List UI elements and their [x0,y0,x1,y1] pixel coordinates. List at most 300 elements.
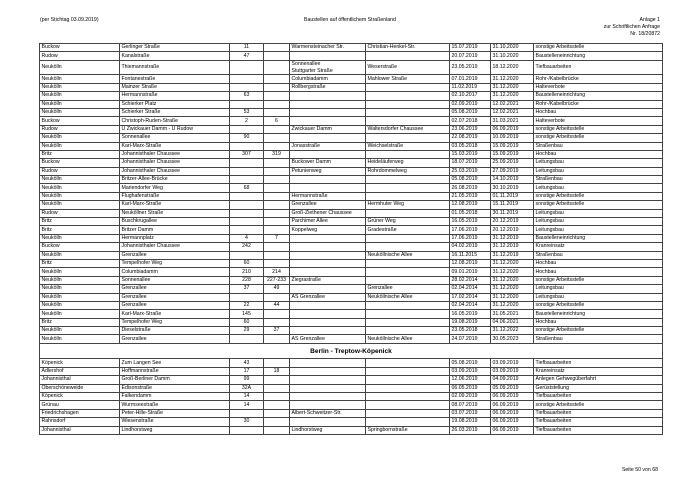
house-to-cell [264,218,290,226]
start-date-cell: 18.07.2019 [450,159,491,167]
to-street-cell: Christian-Henkel-Str. [366,44,450,52]
to-street-cell: Springbornstraße [366,426,450,434]
from-street-cell: Groß-Ziethener Chaussee [290,209,366,217]
from-street-cell [290,367,366,375]
to-street-cell [366,327,450,335]
district-cell: Rudow [40,52,120,60]
district-cell: Neukölln [40,293,120,301]
street-cell: Neuköllner Straße [120,209,230,217]
house-from-cell [230,293,264,301]
street-cell: Buschkrugallee [120,218,230,226]
district-cell: Neukölln [40,184,120,192]
house-from-cell: 60 [230,318,264,326]
district-cell: Neukölln [40,75,120,83]
house-from-cell: 11 [230,44,264,52]
end-date-cell: 31.12.2020 [491,259,534,267]
to-street-cell: Grenzallee [366,285,450,293]
house-to-cell [264,293,290,301]
house-to-cell: 6 [264,117,290,125]
attachment-line: Anlage 1 [639,17,660,23]
start-date-cell: 28.02.2014 [450,276,491,284]
attachment-line: Nr. 18/20872 [630,31,660,37]
start-date-cell: 12.08.2019 [450,201,491,209]
house-from-cell [230,226,264,234]
from-street-cell [290,243,366,251]
table-row [40,159,663,167]
district-cell: Buckow [40,243,120,251]
house-from-cell: 14 [230,392,264,400]
house-from-cell: 37 [230,285,264,293]
table-row [40,367,663,375]
district-cell: Neukölln [40,285,120,293]
end-date-cell: 25.09.2019 [491,159,534,167]
work-type-cell: sonstige Arbeitsstelle [534,125,663,133]
from-street-cell: Albert-Schweitzer-Str. [290,409,366,417]
house-to-cell [264,92,290,100]
table-row [40,376,663,384]
house-from-cell [230,100,264,108]
table-row [40,409,663,417]
to-street-cell [366,83,450,91]
district-cell: Oberschöneweide [40,384,120,392]
house-from-cell: 30 [230,418,264,426]
start-date-cell: 26.08.2019 [450,184,491,192]
street-cell: Fontanestraße [120,75,230,83]
start-date-cell: 25.03.2019 [450,167,491,175]
work-type-cell: Leitungsbau [534,159,663,167]
street-cell: U Zwickauer Damm - U Rudow [120,125,230,133]
start-date-cell: 19.08.2019 [450,418,491,426]
from-street-cell [290,100,366,108]
table-row [40,108,663,116]
district-cell: Buckow [40,117,120,125]
street-cell: Edisonstraße [120,384,230,392]
table-row [40,60,663,75]
from-street-cell [290,234,366,242]
to-street-cell [366,359,450,367]
from-street-cell: Hermannstraße [290,192,366,200]
house-from-cell [230,209,264,217]
to-street-cell [366,192,450,200]
house-to-cell [264,142,290,150]
work-type-cell: Leitungsbau [534,218,663,226]
table-row [40,201,663,209]
end-date-cell: 31.05.2021 [491,310,534,318]
house-from-cell: 90 [230,134,264,142]
to-street-cell [366,418,450,426]
end-date-cell: 03.09.2019 [491,359,534,367]
work-type-cell: Tiefbauarbeiten [534,60,663,75]
from-street-cell: Zwickauer Damm [290,125,366,133]
start-date-cell: 02.10.2017 [450,92,491,100]
street-cell: Wurmseestraße [120,401,230,409]
house-to-cell [264,418,290,426]
start-date-cell: 03.05.2018 [450,142,491,150]
street-cell: Sonnenallee [120,134,230,142]
work-type-cell: Tiefbauarbeiten [534,359,663,367]
district-cell: Köpenick [40,359,120,367]
table-row [40,327,663,335]
district-cell: Neukölln [40,176,120,184]
house-to-cell [264,159,290,167]
work-type-cell: Kranreinsatz [534,367,663,375]
work-type-cell: Leitungsbau [534,293,663,301]
house-from-cell [230,251,264,259]
from-street-cell: AS Grenzallee [290,293,366,301]
table-row [40,218,663,226]
table-row [40,117,663,125]
district-cell: Britz [40,150,120,158]
street-cell: Grenzallee [120,301,230,309]
street-cell: Falkendamm [120,392,230,400]
house-to-cell [264,209,290,217]
work-type-cell: Leitungsbau [534,285,663,293]
start-date-cell: 04.02.2019 [450,243,491,251]
start-date-cell: 12.06.2019 [450,376,491,384]
start-date-cell: 16.05.2019 [450,310,491,318]
district-cell: Britz [40,318,120,326]
house-to-cell [264,376,290,384]
house-from-cell: 60 [230,259,264,267]
table-row [40,52,663,60]
house-to-cell [264,100,290,108]
start-date-cell: 05.08.2019 [450,108,491,116]
attachment-reference [604,17,660,38]
house-from-cell [230,60,264,75]
from-street-cell: Buckower Damm [290,159,366,167]
street-cell: Schierker Platz [120,100,230,108]
work-type-cell: Baustelleneinrichtung [534,92,663,100]
house-to-cell [264,125,290,133]
construction-sites-table [39,43,663,435]
end-date-cell: 06.09.2019 [491,409,534,417]
to-street-cell [366,176,450,184]
street-cell: Peter-Hille-Straße [120,409,230,417]
from-street-cell: Rollbergstraße [290,83,366,91]
street-cell: Zum Langen See [120,359,230,367]
table-row [40,184,663,192]
start-date-cell: 19.08.2019 [450,318,491,326]
table-row [40,310,663,318]
house-from-cell: 29 [230,327,264,335]
section-header-row [40,343,663,359]
end-date-cell: 31.10.2020 [491,52,534,60]
house-to-cell [264,52,290,60]
end-date-cell: 14.10.2019 [491,176,534,184]
district-cell: Neukölln [40,251,120,259]
street-cell: Britzer Damm [120,226,230,234]
end-date-cell: 31.12.2022 [491,327,534,335]
to-street-cell [366,401,450,409]
start-date-cell: 02.07.2018 [450,117,491,125]
start-date-cell: 02.09.2019 [450,392,491,400]
cell-line: Sonnenallee [291,60,321,67]
document-title: Baustellen auf öffentlichem Straßenland [304,17,396,23]
street-cell: Grenzallee [120,293,230,301]
to-street-cell [366,209,450,217]
from-street-cell: Warmensteinacher Str. [290,44,366,52]
from-street-cell [290,60,366,75]
start-date-cell: 17.02.2014 [450,293,491,301]
from-street-cell: Koppelweg [290,226,366,234]
work-type-cell: Hochbau [534,268,663,276]
to-street-cell [366,184,450,192]
district-cell: Rahnsdorf [40,418,120,426]
house-to-cell [264,335,290,343]
work-type-cell: sonstige Arbeitsstelle [534,301,663,309]
to-street-cell [366,234,450,242]
house-from-cell: 228 [230,276,264,284]
table-row [40,75,663,83]
from-street-cell [290,176,366,184]
report-date-note: (per Stichtag 03.09.2019) [40,17,99,23]
work-type-cell: Halteverbote [534,117,663,125]
from-street-cell [290,184,366,192]
work-type-cell: Straßenbau [534,176,663,184]
house-to-cell: 214 [264,268,290,276]
end-date-cell: 31.12.2020 [491,75,534,83]
end-date-cell: 10.09.2019 [491,134,534,142]
house-to-cell: 7 [264,234,290,242]
house-from-cell [230,409,264,417]
to-street-cell [366,92,450,100]
house-to-cell: 37 [264,327,290,335]
end-date-cell: 20.12.2019 [491,218,534,226]
work-type-cell: Hochbau [534,108,663,116]
street-cell: Flughafenstraße [120,192,230,200]
from-street-cell: Petunienweg [290,167,366,175]
to-street-cell: Weichselstraße [366,142,450,150]
start-date-cell: 06.05.2019 [450,384,491,392]
end-date-cell: 30.05.2023 [491,335,534,343]
street-cell: Johannisthaler Chaussee [120,243,230,251]
end-date-cell: 06.09.2019 [491,392,534,400]
end-date-cell: 31.12.2020 [491,83,534,91]
from-street-cell [290,392,366,400]
attachment-line: zur Schriftlichen Anfrage [603,24,660,30]
to-street-cell [366,134,450,142]
house-to-cell [264,359,290,367]
to-street-cell [366,367,450,375]
from-street-cell [290,52,366,60]
house-from-cell: 99 [230,376,264,384]
work-type-cell: sonstige Arbeitsstelle [534,276,663,284]
table-row [40,276,663,284]
district-cell: Neukölln [40,92,120,100]
work-type-cell: sonstige Arbeitsstelle [534,401,663,409]
to-street-cell [366,301,450,309]
street-cell: Wiesenstraße [120,418,230,426]
start-date-cell: 16.11.2015 [450,251,491,259]
to-street-cell [366,268,450,276]
start-date-cell: 15.03.2019 [450,150,491,158]
from-street-cell: AS Grenzallee [290,335,366,343]
house-from-cell [230,192,264,200]
street-cell: Johannisthaler Chaussee [120,167,230,175]
work-type-cell: Baustelleneinrichtung [534,234,663,242]
house-to-cell [264,201,290,209]
from-street-cell [290,327,366,335]
to-street-cell [366,318,450,326]
table-row [40,209,663,217]
house-to-cell [264,318,290,326]
end-date-cell: 06.09.2019 [491,426,534,434]
end-date-cell: 31.12.2020 [491,293,534,301]
table-row [40,401,663,409]
end-date-cell: 31.12.2020 [491,301,534,309]
street-cell: Hoffmannstraße [120,367,230,375]
house-from-cell: 210 [230,268,264,276]
from-street-cell [290,268,366,276]
house-to-cell [264,409,290,417]
house-from-cell [230,75,264,83]
house-to-cell [264,384,290,392]
start-date-cell: 02.04.2014 [450,285,491,293]
street-cell: Columbiadamm [120,268,230,276]
start-date-cell: 02.04.2014 [450,301,491,309]
work-type-cell: Leitungsbau [534,167,663,175]
to-street-cell [366,276,450,284]
house-to-cell [264,184,290,192]
street-cell: Dieselstraße [120,327,230,335]
start-date-cell: 17.06.2019 [450,226,491,234]
street-cell: Karl-Marx-Straße [120,310,230,318]
table-row [40,176,663,184]
district-cell: Britz [40,218,120,226]
district-cell: Britz [40,226,120,234]
to-street-cell: Neuköllnische Allee [366,293,450,301]
street-cell: Karl-Marx-Straße [120,142,230,150]
end-date-cell: 31.12.2020 [491,276,534,284]
from-street-cell: Ziegrastraße [290,276,366,284]
district-cell: Neukölln [40,310,120,318]
start-date-cell: 01.05.2018 [450,209,491,217]
start-date-cell: 07.01.2019 [450,75,491,83]
from-street-cell: Lindhorstweg [290,426,366,434]
to-street-cell [366,310,450,318]
house-to-cell [264,75,290,83]
house-from-cell: 43 [230,359,264,367]
district-cell: Neukölln [40,60,120,75]
street-cell: Sonnenallee [120,276,230,284]
house-to-cell [264,310,290,318]
house-from-cell: 14 [230,401,264,409]
district-cell: Neukölln [40,83,120,91]
to-street-cell: Heideläuferweg [366,159,450,167]
table-row [40,44,663,52]
start-date-cell: 05.08.2019 [450,176,491,184]
house-to-cell: 49 [264,285,290,293]
from-street-cell: Columbiadamm [290,75,366,83]
street-cell: Johannisthaler Chaussee [120,150,230,158]
house-from-cell: 242 [230,243,264,251]
work-type-cell: Straßenbau [534,251,663,259]
from-street-cell [290,401,366,409]
from-street-cell [290,310,366,318]
from-street-cell: Parchimer Allee [290,218,366,226]
to-street-cell [366,384,450,392]
street-cell: Britzer-Allee-Brücke [120,176,230,184]
end-date-cell: 01.11.2019 [491,192,534,200]
table-row [40,259,663,267]
start-date-cell: 22.08.2019 [450,134,491,142]
work-type-cell: Hochbau [534,259,663,267]
house-from-cell: 2 [230,117,264,125]
end-date-cell: 15.11.2019 [491,201,534,209]
table-row [40,192,663,200]
street-cell: Grenzallee [120,285,230,293]
start-date-cell: 12.08.2019 [450,259,491,267]
end-date-cell: 06.09.2019 [491,401,534,409]
from-street-cell [290,359,366,367]
work-type-cell: sonstige Arbeitsstelle [534,201,663,209]
to-street-cell: Mahlower Straße [366,75,450,83]
table-row [40,251,663,259]
work-type-cell: Tiefbauarbeiten [534,426,663,434]
street-cell: Lindhorstweg [120,426,230,434]
house-to-cell [264,392,290,400]
house-to-cell [264,259,290,267]
district-cell: Neukölln [40,100,120,108]
district-cell: Friedrichshagen [40,409,120,417]
table-row [40,142,663,150]
end-date-cell: 12.02.2021 [491,108,534,116]
to-street-cell [366,117,450,125]
house-from-cell: 145 [230,310,264,318]
district-cell: Buckow [40,44,120,52]
work-type-cell: Kranreinsatz [534,243,663,251]
from-street-cell [290,285,366,293]
end-date-cell: 31.12.2019 [491,251,534,259]
house-from-cell: 4 [230,234,264,242]
table-row [40,392,663,400]
table-row [40,293,663,301]
work-type-cell: Anlegen Gehwegüberfahrt [534,376,663,384]
street-cell: Gerlinger Straße [120,44,230,52]
section-title: Berlin - Treptow-Köpenick [40,343,663,359]
district-cell: Neukölln [40,268,120,276]
work-type-cell: sonstige Arbeitsstelle [534,44,663,52]
street-cell: Hermannstraße [120,92,230,100]
street-cell: Grenzallee [120,251,230,259]
start-date-cell: 05.08.2019 [450,359,491,367]
end-date-cell: 31.03.2021 [491,117,534,125]
house-from-cell [230,159,264,167]
house-from-cell [230,142,264,150]
start-date-cell: 09.01.2019 [450,268,491,276]
end-date-cell: 06.09.2019 [491,125,534,133]
cell-line: Stuttgarter Straße [291,67,333,74]
end-date-cell: 12.02.2021 [491,100,534,108]
end-date-cell: 27.09.2019 [491,167,534,175]
to-street-cell: Neuköllnische Allee [366,251,450,259]
start-date-cell: 20.07.2019 [450,52,491,60]
work-type-cell: Tiefbauarbeiten [534,392,663,400]
end-date-cell: 30.11.2019 [491,209,534,217]
work-type-cell: Hochbau [534,318,663,326]
to-street-cell: Rohrdommelweg [366,167,450,175]
house-to-cell [264,192,290,200]
start-date-cell: 17.06.2019 [450,234,491,242]
street-cell: Tempelhofer Weg [120,259,230,267]
house-to-cell [264,83,290,91]
house-to-cell: 18 [264,367,290,375]
table-row [40,234,663,242]
table-row [40,359,663,367]
district-cell: Rudow [40,167,120,175]
to-street-cell [366,150,450,158]
end-date-cell: 31.10.2020 [491,44,534,52]
